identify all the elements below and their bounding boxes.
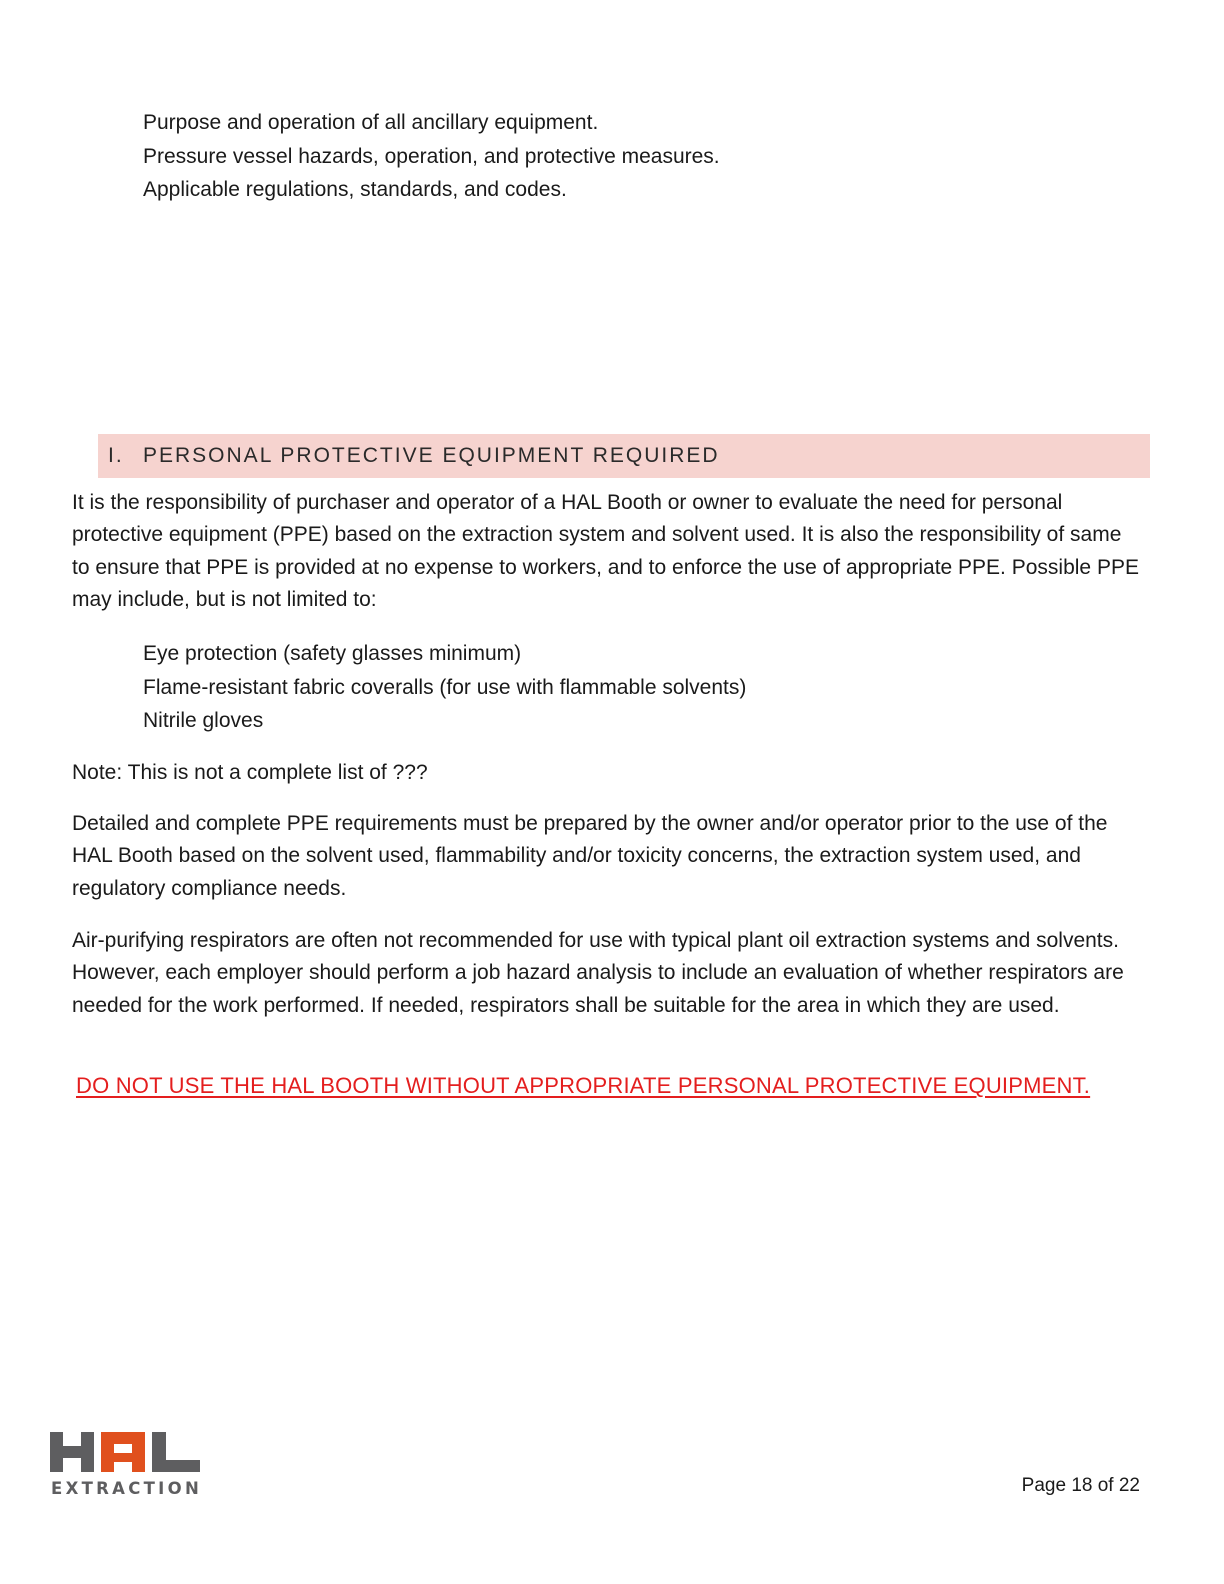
list-item: Eye protection (safety glasses minimum) <box>143 642 522 665</box>
logo-subtitle: EXTRACTION <box>51 1479 203 1498</box>
hal-logo-mark <box>50 1430 202 1474</box>
list-item: Applicable regulations, standards, and codes. <box>143 178 567 201</box>
intro-paragraph: It is the responsibility of purchaser and operator of a HAL Booth or owner to evaluate the need for personal protective equipment (PPE) based on the extraction system and solvent used. It is also the responsibility of same to ensure that PPE is provided at no expense to workers, and to enforce the use of appropriate PPE. Possible PPE may include, but is not limited to: <box>72 491 1139 611</box>
ppe-warning: DO NOT USE THE HAL BOOTH WITHOUT APPROPRIATE PERSONAL PROTECTIVE EQUIPMENT. <box>76 1073 1091 1098</box>
list-item: Flame-resistant fabric coveralls (for use with flammable solvents) <box>143 675 747 699</box>
note-paragraph: Note: This is not a complete list of ??? <box>72 761 428 784</box>
page-number: Page 18 of 22 <box>1021 1475 1140 1496</box>
ppe-list <box>143 637 746 738</box>
hal-extraction-logo <box>50 1430 202 1502</box>
list-item: Pressure vessel hazards, operation, and protective measures. <box>143 144 720 168</box>
section-title: PERSONAL PROTECTIVE EQUIPMENT REQUIRED <box>143 444 720 467</box>
respirators-paragraph: Air-purifying respirators are often not recommended for use with typical plant oil extraction systems and solvents. However, each employer should perform a job hazard analysis to include an evaluation of whether respirators are needed for the work performed. If needed, respirators shall be suitable for the area in which they are used. <box>72 929 1124 1017</box>
list-item: Purpose and operation of all ancillary equipment. <box>143 111 599 134</box>
list-item: Nitrile gloves <box>143 709 264 732</box>
detailed-requirements-paragraph: Detailed and complete PPE requirements must be prepared by the owner and/or operator prior to the use of the HAL Booth based on the solvent used, flammability and/or toxicity concerns, the extraction system used, and regulatory compliance needs. <box>72 812 1108 900</box>
section-heading <box>98 434 1150 478</box>
requirements-list <box>143 106 720 207</box>
section-number: I. <box>108 444 124 467</box>
